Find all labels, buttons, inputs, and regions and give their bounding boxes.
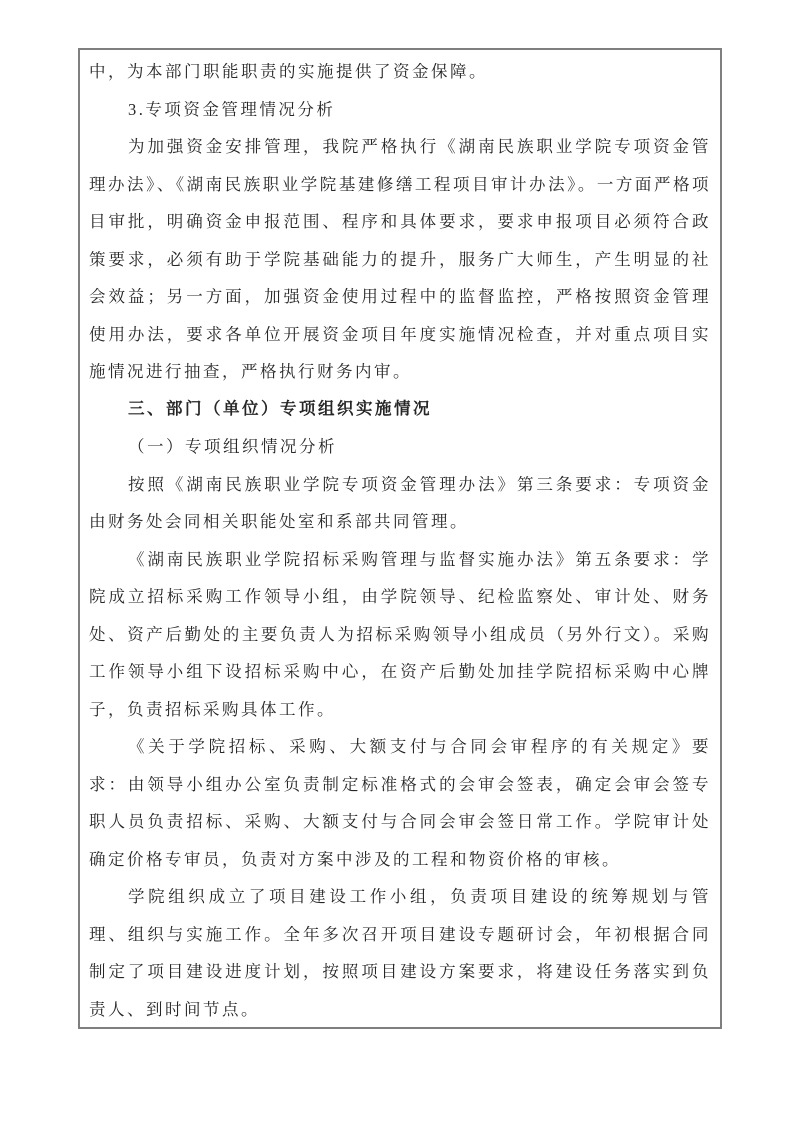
paragraph-continuation: 中，为本部门职能职责的实施提供了资金保障。 <box>89 62 488 81</box>
numbered-subheading: 3.专项资金管理情况分析 <box>128 99 336 119</box>
paragraph-project-workgroup: 学院组织成立了项目建设工作小组，负责项目建设的统筹规划与管理、组织与实施工作。全年多次召开项目建设专题研讨会，年初根据合同制定了项目建设进度计划，按照项目建设方案要求，将建设任务落实到负责人、到时间节点。 <box>89 887 711 1019</box>
subsection-heading-one: （一）专项组织情况分析 <box>128 437 337 456</box>
paragraph-special-fund-rule: 按照《湖南民族职业学院专项资金管理办法》第三条要求：专项资金由财务处会同相关职能处室和系部共同管理。 <box>89 474 711 531</box>
section-heading-three: 三、部门（单位）专项组织实施情况 <box>128 399 432 418</box>
paragraph-bidding-procurement: 《湖南民族职业学院招标采购管理与监督实施办法》第五条要求：学院成立招标采购工作领导小组，由学院领导、纪检监察处、审计处、财务处、资产后勤处的主要负责人为招标采购领导小组成员（另外行文）。采购工作领导小组下设招标采购中心，在资产后勤处加挂学院招标采购中心牌子，负责招标采购具体工作。 <box>89 549 711 719</box>
paragraph-joint-review-rule: 《关于学院招标、采购、大额支付与合同会审程序的有关规定》要求：由领导小组办公室负责制定标准格式的会审会签表，确定会审会签专职人员负责招标、采购、大额支付与合同会审会签日常工作。学院审计处确定价格专审员，负责对方案中涉及的工程和物资价格的审核。 <box>89 737 711 869</box>
paragraph-fund-management: 为加强资金安排管理，我院严格执行《湖南民族职业学院专项资金管理办法》、《湖南民族职业学院基建修缮工程项目审计办法》。一方面严格项目审批，明确资金申报范围、程序和具体要求，要求申报项目必须符合政策要求，必须有助于学院基础能力的提升，服务广大师生，产生明显的社会效益；另一方面，加强资金使用过程中的监督监控，严格按照资金管理使用办法，要求各单位开展资金项目年度实施情况检查，并对重点项目实施情况进行抽查，严格执行财务内审。 <box>89 137 711 381</box>
document-table-cell <box>78 48 722 1029</box>
